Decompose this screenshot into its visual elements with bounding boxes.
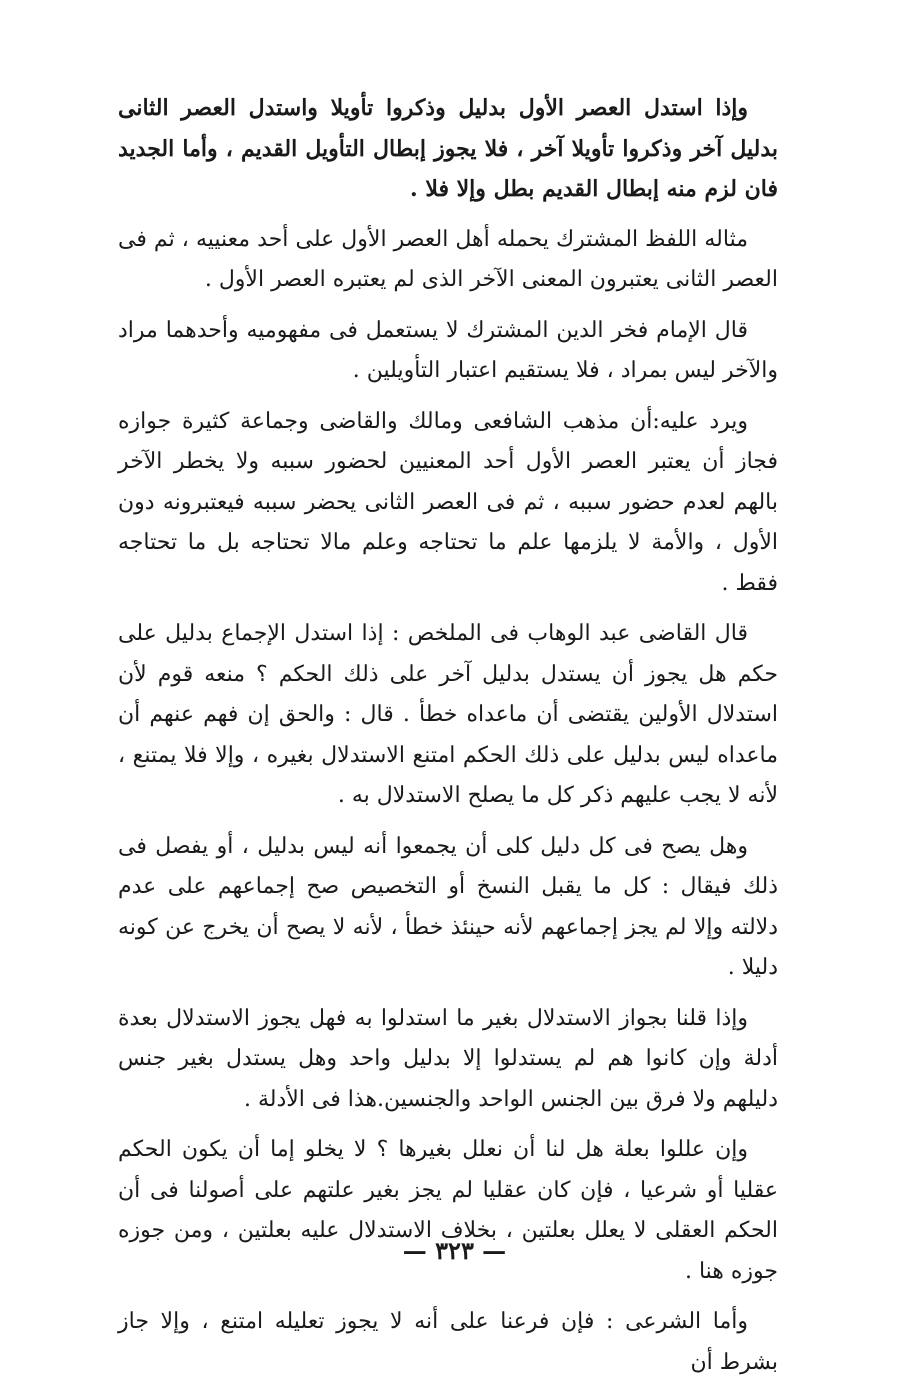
- document-page: [118, 88, 778, 1393]
- page-number: — ٣٢٣ —: [402, 1236, 507, 1265]
- paragraph-3: قال الإمام فخر الدين المشترك لا يستعمل فى مفهوميه وأحدهما مراد والآخر ليس بمراد ، فلا يستقيم اعتبار التأويلين .: [118, 317, 778, 383]
- paragraph-8: وإن عللوا بعلة هل لنا أن نعلل بغيرها ؟ لا يخلو إما أن يكون الحكم عقليا أو شرعيا ، فإن كان عقليا لم يجز بغير علتهم على أصولنا فى أن الحكم العقلى لا يعلل بعلتين ، بخلاف الاستدلال عليه بعلتين ، ومن جوزه جوزه هنا .: [118, 1137, 778, 1284]
- paragraph-2: مثاله اللفظ المشترك يحمله أهل العصر الأول على أحد معنييه ، ثم فى العصر الثانى يعتبرون المعنى الآخر الذى لم يعتبره العصر الأول .: [118, 226, 778, 292]
- paragraph-7: وإذا قلنا بجواز الاستدلال بغير ما استدلوا به فهل يجوز الاستدلال بعدة أدلة وإن كانوا هم لم يستدلوا إلا بدليل واحد وهل يستدل بغير جنس دليلهم ولا فرق بين الجنس الواحد والجنسين.هذا فى الأدلة .: [118, 1005, 778, 1112]
- paragraph-5: قال القاضى عبد الوهاب فى الملخص : إذا استدل الإجماع بدليل على حكم هل يجوز أن يستدل بدليل آخر على ذلك الحكم ؟ منعه قوم لأن استدلال الأولين يقتضى أن ماعداه خطأ . قال : والحق إن فهم عنهم أن ماعداه ليس بدليل على ذلك الحكم امتنع الاستدلال بغيره ، وإلا فلا يمتنع ، لأنه لا يجب عليهم ذكر كل ما يصلح الاستدلال به .: [118, 621, 778, 808]
- paragraph-9: وأما الشرعى : فإن فرعنا على أنه لا يجوز تعليله امتنع ، وإلا جاز بشرط أن: [118, 1309, 778, 1375]
- paragraph-4: ويرد عليه:أن مذهب الشافعى ومالك والقاضى وجماعة كثيرة جوازه فجاز أن يعتبر العصر الأول أحد المعنيين لحضور سببه ولا يخطر الآخر بالهم لعدم حضور سببه ، ثم فى العصر الثانى يحضر سببه فيعتبرونه دون الأول ، والأمة لا يلزمها علم ما تحتاجه وعلم مالا تحتاجه بل ما تحتاجه فقط .: [118, 408, 778, 596]
- paragraph-6: وهل يصح فى كل دليل كلى أن يجمعوا أنه ليس بدليل ، أو يفصل فى ذلك فيقال : كل ما يقبل النسخ أو التخصيص صح إجماعهم على عدم دلالته وإلا لم يجز إجماعهم لأنه حينئذ خطأ ، لأنه لا يصح أن يخرج عن كونه دليلا .: [118, 833, 778, 980]
- paragraph-1: وإذا استدل العصر الأول بدليل وذكروا تأويلا واستدل العصر الثانى بدليل آخر وذكروا تأويلا آخر ، فلا يجوز إبطال التأويل القديم ، وأما الجديد فان لزم منه إبطال القديم بطل وإلا فلا .: [118, 95, 778, 202]
